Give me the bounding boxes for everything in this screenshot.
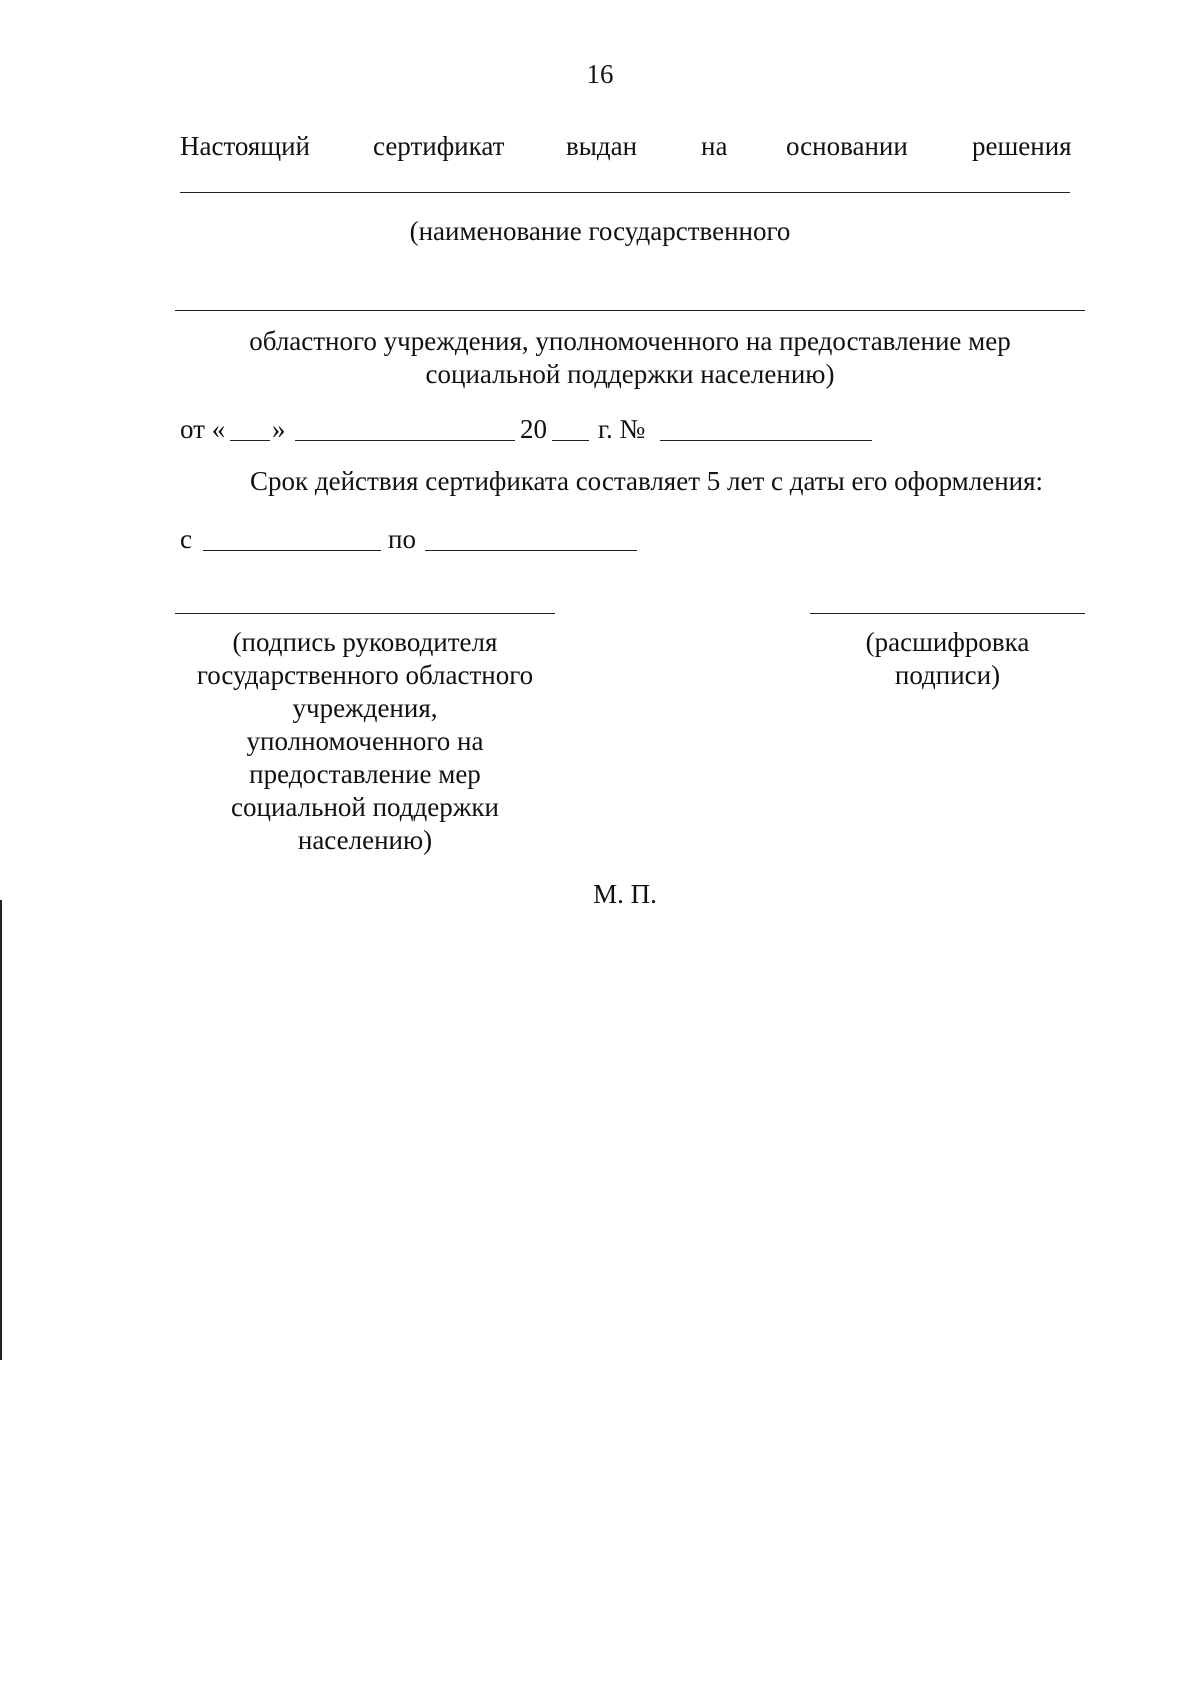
decision-fill-line: [180, 192, 1070, 193]
signature-caption-line3: учреждения,: [292, 693, 438, 723]
signature-caption-line6: социальной поддержки: [231, 792, 499, 822]
date-from-label: от «: [180, 414, 226, 444]
scan-edge-line: [0, 900, 2, 1360]
signature-caption-line7: населению): [297, 825, 433, 855]
month-fill-line: [295, 440, 515, 441]
period-from-label: с: [180, 524, 192, 554]
institution-fill-line: [175, 310, 1085, 311]
validity-text: Срок действия сертификата составляет 5 лет с даты его оформления:: [250, 466, 1044, 496]
page-number: 16: [586, 59, 614, 89]
number-fill-line: [660, 440, 872, 441]
signature-caption-line5: предоставление мер: [249, 759, 481, 789]
signature-caption-line2: государственного областного: [196, 660, 534, 690]
caption-institution-line2: социальной поддержки населению): [425, 359, 835, 389]
intro-word-5: основании: [786, 131, 908, 161]
decode-caption-line1: (расшифровка: [865, 627, 1030, 657]
stamp-label: М. П.: [593, 879, 657, 909]
caption-institution-line1: областного учреждения, уполномоченного на предоставление мер: [249, 326, 1011, 356]
period-from-fill-line: [203, 550, 381, 551]
intro-word-2: сертификат: [373, 131, 505, 161]
period-to-fill-line: [425, 550, 637, 551]
caption-institution-name: (наименование государственного: [409, 216, 791, 246]
period-to-label: по: [388, 524, 416, 554]
signature-fill-line: [175, 613, 555, 614]
date-close-quote: »: [272, 414, 286, 444]
decode-fill-line: [810, 613, 1085, 614]
day-fill-line: [230, 440, 270, 441]
intro-word-3: выдан: [566, 131, 638, 161]
intro-word-1: Настоящий: [180, 131, 311, 161]
signature-caption-line1: (подпись руководителя: [232, 627, 498, 657]
decode-caption-line2: подписи): [894, 660, 1001, 690]
signature-caption-line4: уполномоченного на: [246, 726, 484, 756]
intro-word-6: решения: [972, 131, 1072, 161]
intro-word-4: на: [701, 131, 728, 161]
year-fill-line: [552, 440, 589, 441]
year-prefix: 20: [520, 414, 547, 444]
number-label: г. №: [598, 414, 646, 444]
